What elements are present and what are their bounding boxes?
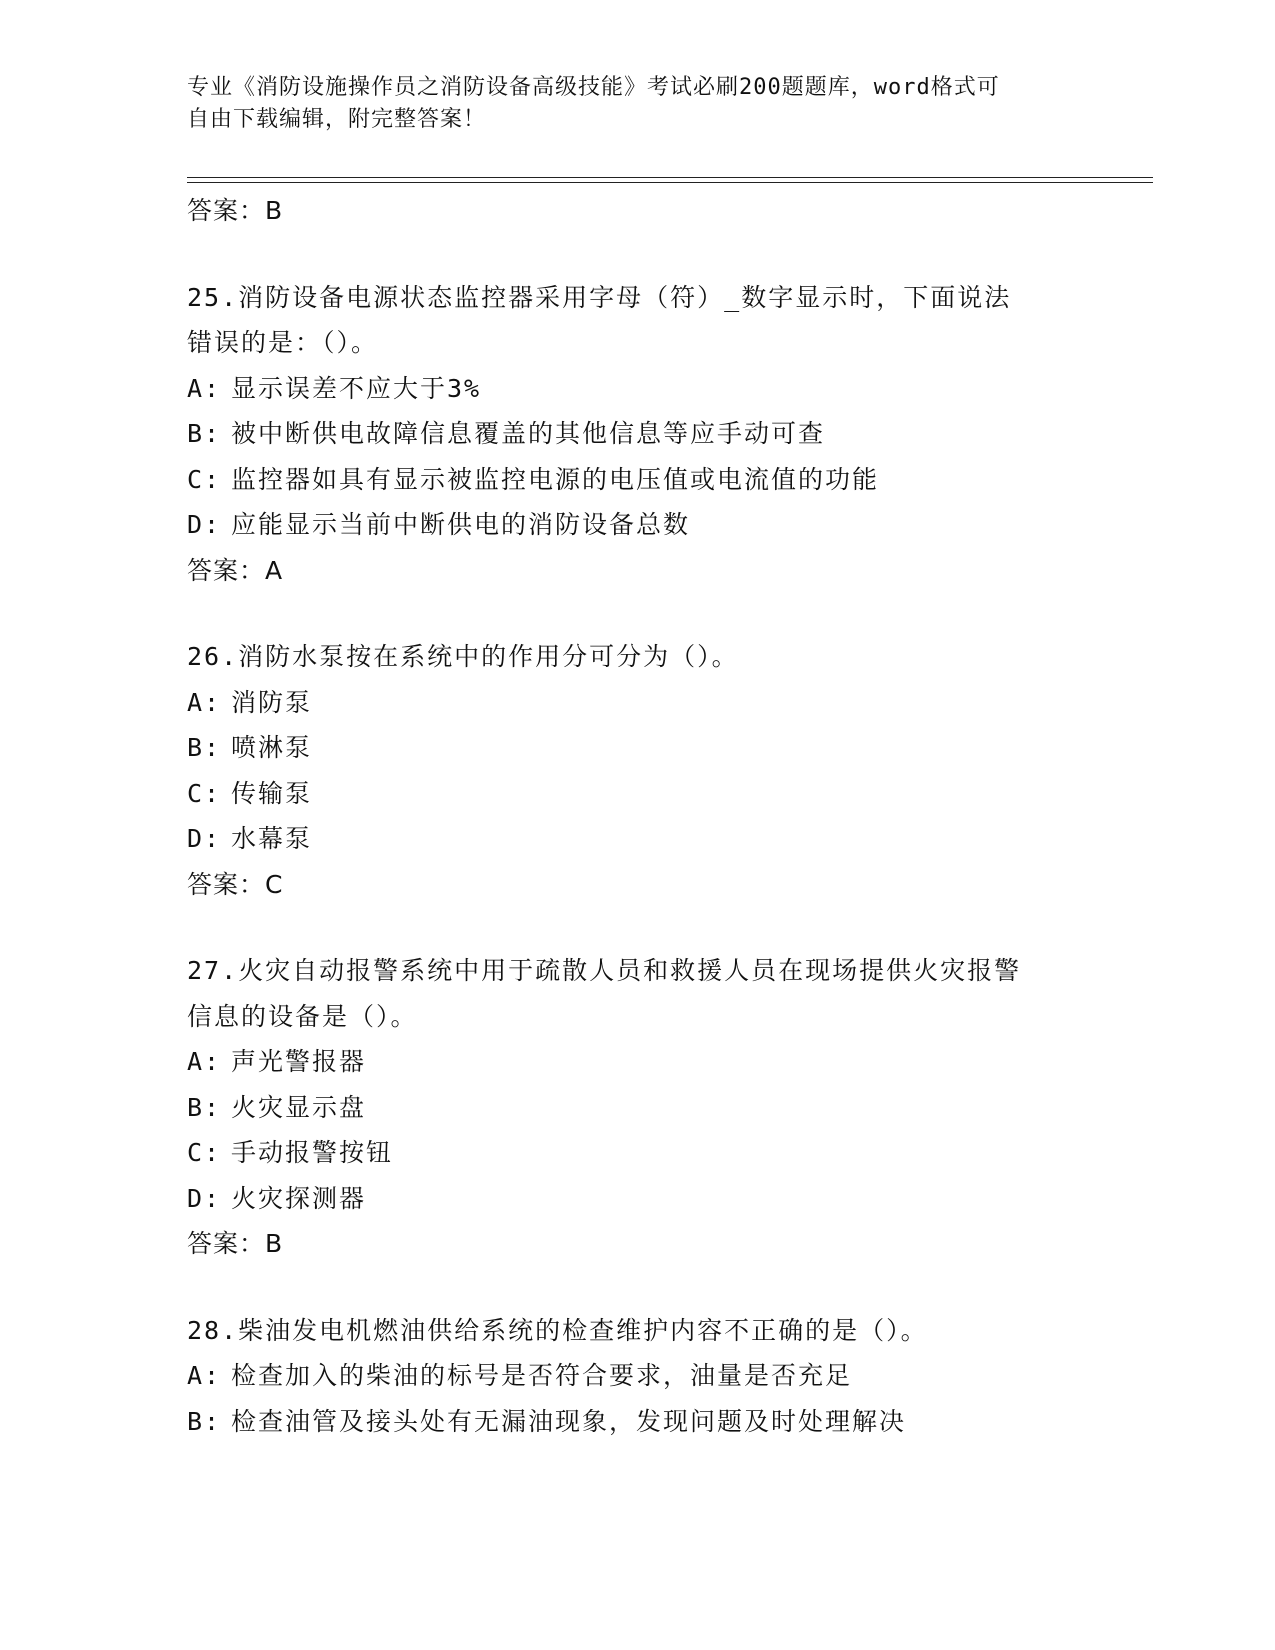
option-text: 传输泵 [231,778,313,808]
question-list [187,188,1147,1444]
option-b [187,1085,1147,1131]
option-text: 被中断供电故障信息覆盖的其他信息等应手动可查 [231,419,826,448]
header-divider-top [187,177,1153,178]
option-key: B: [187,733,222,762]
option-key: B: [187,419,222,448]
option-b [187,725,1147,771]
option-text: 喷淋泵 [231,733,313,762]
option-d [187,502,1147,548]
option-c [187,457,1147,503]
answer-line: 答案：B [187,1229,284,1258]
option-key: D: [187,824,222,853]
question-28 [187,1308,1147,1445]
option-key: C: [187,778,222,808]
header-divider-bottom [187,182,1153,183]
question-text-line: 26.消防水泵按在系统中的作用分可分为（）。 [187,642,739,671]
option-key: A: [187,687,222,717]
question-text-line: 信息的设备是（）。 [187,1001,418,1031]
option-key: A: [187,1361,222,1390]
option-text: 手动报警按钮 [231,1138,394,1167]
option-a [187,366,1147,412]
option-a [187,1039,1147,1085]
option-key: C: [187,464,222,494]
option-d [187,816,1147,862]
header-line-2: 自由下载编辑，附完整答案！ [187,107,487,132]
option-a [187,680,1147,726]
option-key: C: [187,1138,222,1167]
option-key: A: [187,373,222,403]
question-text-line: 25.消防设备电源状态监控器采用字母（符）_数字显示时，下面说法 [187,282,1012,312]
option-c [187,771,1147,817]
question-text-line: 27.火灾自动报警系统中用于疏散人员和救援人员在现场提供火灾报警 [187,956,1022,985]
option-text: 火灾显示盘 [231,1092,367,1122]
question-27 [187,948,1147,1267]
option-d [187,1176,1147,1222]
option-key: B: [187,1406,222,1436]
answer-line: 答案：C [187,869,284,899]
answer-line: 答案：A [187,555,284,585]
option-text: 应能显示当前中断供电的消防设备总数 [231,510,691,539]
option-text: 消防泵 [231,687,313,717]
previous-answer: 答案：B [187,196,284,225]
question-text-line: 28.柴油发电机燃油供给系统的检查维护内容不正确的是（）。 [187,1315,928,1345]
option-key: B: [187,1092,222,1122]
option-b [187,411,1147,457]
question-25 [187,275,1147,594]
option-text: 水幕泵 [231,824,313,853]
option-key: D: [187,1183,222,1213]
question-26 [187,634,1147,907]
option-b [187,1399,1147,1445]
option-key: D: [187,510,222,539]
option-c [187,1130,1147,1176]
option-text: 检查加入的柴油的标号是否符合要求，油量是否充足 [231,1361,853,1390]
header-line-1: 专业《消防设施操作员之消防设备高级技能》考试必刷200题题库，word格式可 [187,75,1000,100]
option-text: 监控器如具有显示被监控电源的电压值或电流值的功能 [231,464,880,494]
option-text: 声光警报器 [231,1047,367,1076]
document-header [187,72,1087,136]
option-text: 火灾探测器 [231,1183,367,1213]
question-text-line: 错误的是：（）。 [187,328,379,357]
option-key: A: [187,1047,222,1076]
option-a [187,1353,1147,1399]
option-text: 检查油管及接头处有无漏油现象，发现问题及时处理解决 [231,1406,907,1436]
option-text: 显示误差不应大于3% [231,373,482,403]
